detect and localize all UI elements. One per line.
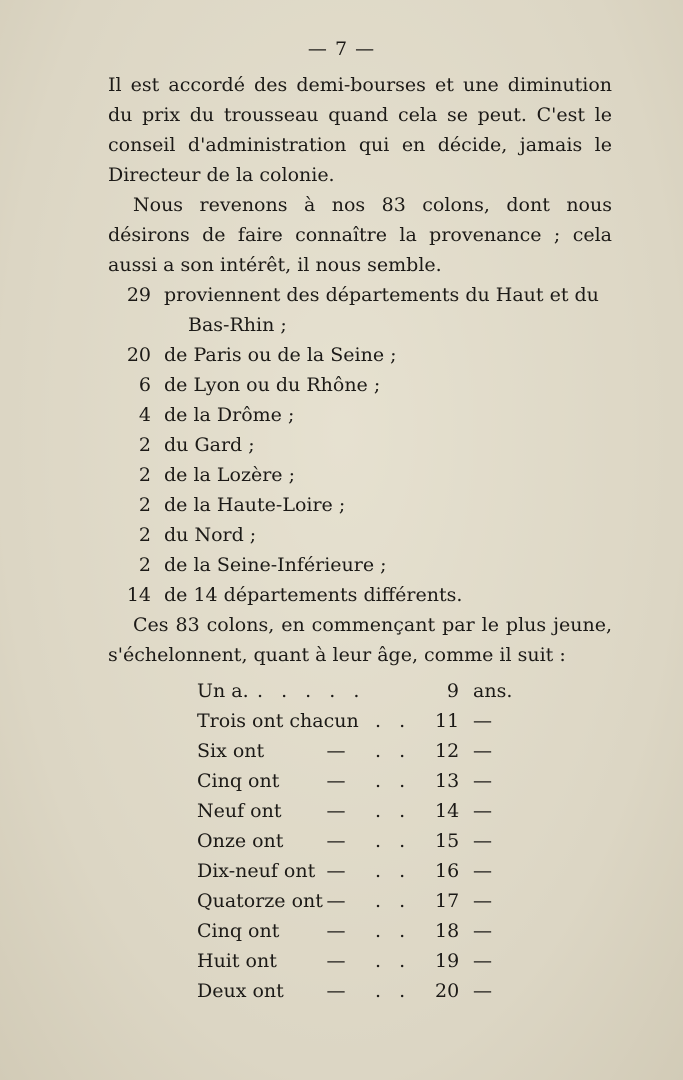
age-value: 13 [435, 770, 460, 792]
origin-text: du Gard ; [164, 434, 255, 456]
origin-text-continuation: Bas-Rhin ; [188, 314, 287, 336]
origin-text: de la Drôme ; [164, 404, 295, 426]
table-row [197, 676, 517, 706]
list-item [108, 430, 612, 460]
page-number: — 7 — [307, 38, 376, 60]
origin-count: 20 [126, 344, 151, 366]
origin-count: 4 [138, 404, 151, 426]
leader-dots: . . [375, 980, 412, 1002]
age-unit: ans. [473, 680, 513, 702]
list-item [108, 550, 612, 580]
age-value: 11 [435, 710, 460, 732]
origin-text: de Lyon ou du Rhône ; [164, 374, 381, 396]
ditto-dash: — [326, 770, 346, 792]
leader-dots: . . [375, 950, 412, 972]
age-group-label: Deux ont [197, 980, 284, 1002]
ditto-dash: — [326, 830, 346, 852]
origin-count: 29 [126, 284, 151, 306]
age-group-label: Six ont [197, 740, 265, 762]
ditto-dash: — [326, 800, 346, 822]
table-row [197, 976, 517, 1006]
origin-count: 2 [138, 494, 151, 516]
list-item [108, 520, 612, 550]
leader-dots: . . [375, 830, 412, 852]
table-row [197, 856, 517, 886]
list-item [108, 400, 612, 430]
age-unit: — [473, 770, 492, 792]
origin-count: 2 [138, 434, 151, 456]
age-table [197, 676, 517, 1006]
age-value: 20 [435, 980, 460, 1002]
table-row [197, 886, 517, 916]
list-item [108, 460, 612, 490]
age-unit: — [473, 980, 492, 1002]
leader-dots: . . [375, 740, 412, 762]
ditto-dash: — [326, 890, 346, 912]
origin-text: de la Lozère ; [164, 464, 295, 486]
age-group-label: Quatorze ont [197, 890, 323, 912]
leader-dots: . . [375, 890, 412, 912]
leader-dots: . . [375, 920, 412, 942]
table-row [197, 826, 517, 856]
list-item [108, 490, 612, 520]
table-row [197, 796, 517, 826]
age-unit: — [473, 950, 492, 972]
age-value: 15 [435, 830, 460, 852]
age-unit: — [473, 710, 492, 732]
origin-count: 2 [138, 524, 151, 546]
age-group-label: Onze ont [197, 830, 284, 852]
table-row [197, 916, 517, 946]
age-group-label: Dix-neuf ont [197, 860, 316, 882]
leader-dots: . . [375, 860, 412, 882]
age-value: 16 [435, 860, 460, 882]
origin-count: 2 [138, 464, 151, 486]
age-unit: — [473, 800, 492, 822]
age-value: 9 [446, 680, 459, 702]
list-item [108, 370, 612, 400]
age-group-label: Un a. [197, 680, 249, 702]
list-item [108, 310, 612, 340]
ditto-dash: — [326, 920, 346, 942]
table-row [197, 736, 517, 766]
origin-list [108, 280, 612, 610]
age-value: 19 [435, 950, 460, 972]
ditto-dash: — [326, 740, 346, 762]
body-text [108, 70, 612, 670]
age-unit: — [473, 830, 492, 852]
age-unit: — [473, 740, 492, 762]
paragraph: Ces 83 colons, en commençant par le plus jeune, s'échelonnent, quant à leur âge, comme il suit : [108, 614, 612, 666]
list-item [108, 340, 612, 370]
age-value: 17 [435, 890, 460, 912]
origin-text: de Paris ou de la Seine ; [164, 344, 397, 366]
list-item [108, 580, 612, 610]
list-item [108, 280, 612, 310]
age-group-label: Cinq ont [197, 920, 280, 942]
age-group-label: Trois ont chacun [197, 710, 359, 732]
ditto-dash: — [326, 860, 346, 882]
paragraph: Nous revenons à nos 83 colons, dont nous désirons de faire connaître la provenance ; cela aussi a son intérêt, il nous semble. [108, 194, 612, 276]
origin-text: du Nord ; [164, 524, 257, 546]
table-row [197, 766, 517, 796]
origin-text: de 14 départements différents. [164, 584, 463, 606]
origin-text: de la Haute-Loire ; [164, 494, 346, 516]
age-value: 18 [435, 920, 460, 942]
ditto-dash: — [326, 950, 346, 972]
age-value: 12 [435, 740, 460, 762]
origin-count: 2 [138, 554, 151, 576]
origin-count: 14 [126, 584, 151, 606]
age-unit: — [473, 860, 492, 882]
origin-text: proviennent des départements du Haut et du [164, 284, 599, 306]
age-group-label: Neuf ont [197, 800, 282, 822]
origin-text: de la Seine-Inférieure ; [164, 554, 387, 576]
age-unit: — [473, 890, 492, 912]
leader-dots: . . [375, 770, 412, 792]
leader-dots: . . [375, 800, 412, 822]
paragraph: Il est accordé des demi-bourses et une diminution du prix du trousseau quand cela se peut. C'est le conseil d'administration qui en décide, jamais le Directeur de la colonie. [108, 74, 612, 186]
table-row [197, 946, 517, 976]
age-unit: — [473, 920, 492, 942]
leader-dots: . . . . . [257, 680, 366, 702]
age-group-label: Huit ont [197, 950, 277, 972]
table-row [197, 706, 517, 736]
age-value: 14 [435, 800, 460, 822]
ditto-dash: — [326, 980, 346, 1002]
age-group-label: Cinq ont [197, 770, 280, 792]
origin-count: 6 [138, 374, 151, 396]
leader-dots: . . [375, 710, 412, 732]
